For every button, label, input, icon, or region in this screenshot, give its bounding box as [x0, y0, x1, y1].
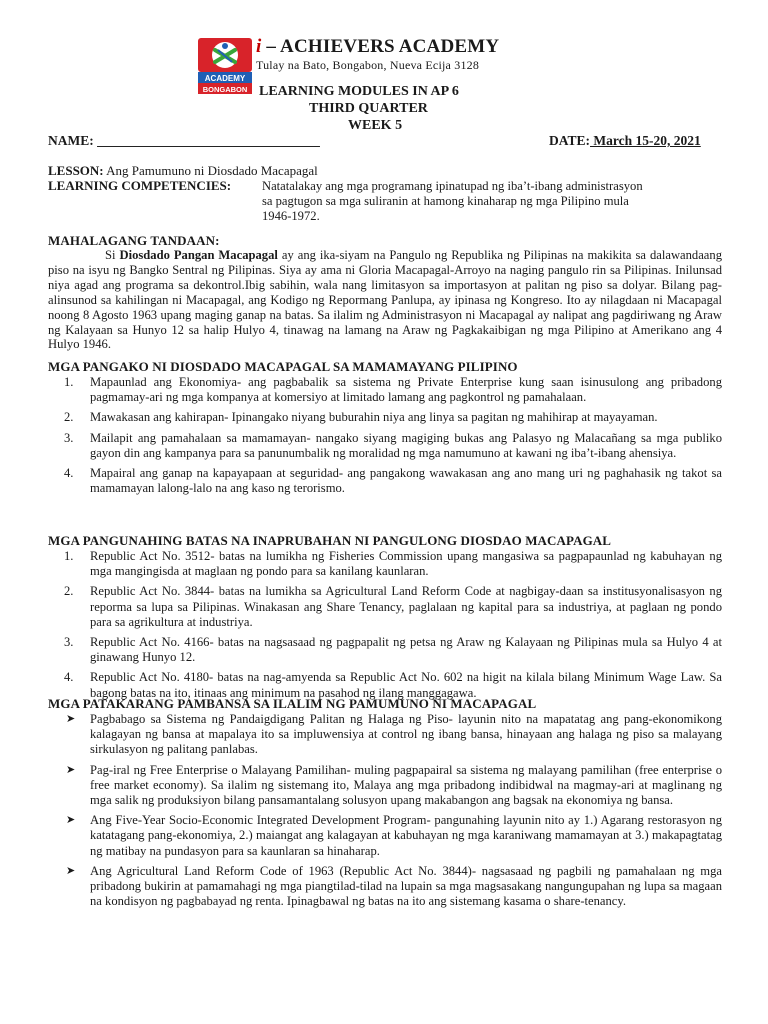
item-number: 4. [64, 670, 74, 685]
arrow-bullet-icon: ➤ [66, 814, 76, 827]
tandaan-body: ay ang ika-siyam na Pangulo ng Republika ng Pilipinas na makikita sa dalawandaang piso na isyu ng Bangko Sentral ng Pilipinas. Siya ay ama ni Gloria Macapagal-Arroyo na naging pangulo rin sa Pilipinas. Inilunsad niya agad ang programa sa dekontrol.Ibig sabihin, wala nang limitasyon sa importasyon at palitan ng piso sa dolyar. Bilang pag-alinsunod sa kahilingan ni Macapagal, ang Kodigo ng Repormang Panlupa, ay ipinasa ng Kongreso. Ito ay nilagdaan ni Macapagal noong 8 Agosto 1963 upang maging ganap na batas. Sa ilalim ng Administrasyon ni Macapagal ay nalipat ang pagdiriwang ng Araw ng Kalayaan sa Hunyo 12 sa halip Hulyo 4, tinawag na lamang na Araw ng Pagkakaibigan ng mga Pilipino at Amerikano ang 4 Hulyo 1946. [48, 248, 722, 352]
list-item [64, 431, 722, 461]
logo-text-bottom: BONGABON [202, 85, 248, 94]
item-text: Mailapit ang pamahalaan sa mamamayan- nangako siyang magiging bukas ang Palasyo ng Malacañang sa mga publiko gayon din ang kampanya para sa panunumbalik ng moralidad ng mga namumuno at kawani ng iba’t-ibang ahensiya. [90, 430, 722, 460]
pangako-heading: MGA PANGAKO NI DIOSDADO MACAPAGAL SA MAMAMAYANG PILIPINO [48, 359, 518, 374]
list-item [64, 466, 722, 496]
tandaan-lead: Si [105, 248, 120, 262]
item-text: Ang Five-Year Socio-Economic Integrated Development Program- pangunahing layunin nito ay 1.) Agarang restorasyon ng katatagang pang-ekonomiya, 2.) maiangat ang kalagayan at kabuhayan ng mga karaniwang mamamayan at 3.) makapagtatag ng matibay na pundasyon para sa kaunlaran sa hinaharap. [90, 813, 722, 858]
tandaan-bold-name: Diosdado Pangan Macapagal [119, 248, 278, 262]
name-field-label: NAME: _________________________________ [48, 133, 320, 148]
item-number: 3. [64, 635, 74, 650]
patakaran-heading: MGA PATAKARANG PAMBANSA SA ILALIM NG PAMUMUNO NI MACAPAGAL [48, 696, 537, 711]
pangako-list [64, 375, 722, 501]
list-item [64, 584, 722, 630]
item-text: Mapairal ang ganap na kapayapaan at seguridad- ang pangakong wawakasan ang ano mang uri ng paghahasik ng takot sa mamamayan lalong-lalo na ang kaso ng terorismo. [90, 466, 722, 496]
quarter-title: THIRD QUARTER [309, 101, 428, 116]
patakaran-list [64, 712, 722, 914]
item-number: 3. [64, 430, 74, 445]
item-text: Republic Act No. 3844- batas na lumikha sa Agricultural Land Reform Code at nagbigay-daan sa institusyonalisasyon ng reporma sa lupa sa Pilipinas. Winakasan ang Share Tenancy, paglalaan ng kapital para sa industriya, at paglaan ng pondo para sa agrikultura at industriya. [90, 584, 722, 629]
tandaan-paragraph [48, 248, 722, 352]
arrow-bullet-icon: ➤ [66, 864, 76, 877]
item-text: Ang Agricultural Land Reform Code of 1963 (Republic Act No. 3844)- nagsasaad ng pagbili ng pamahalaan ng mga pribadong bukirin at pamamahagi ng mga piangtilad-tilad na lupain sa mga magsasakang nangungupahan ng lupa sa magaan na kondisyon ng pagbabayad ng renta. Ipinagbawal ng batas na ito ang sistemang kasama o share-tenancy. [90, 863, 722, 909]
school-address: Tulay na Bato, Bongabon, Nueva Ecija 3128 [256, 58, 480, 72]
list-item [64, 375, 722, 405]
item-text: Republic Act No. 3512- batas na lumikha ng Fisheries Commission upang mangasiwa sa pagpapaunlad ng kabuhayan ng mga mangingisda at maglaan ng pondo para sa kanilang kaunlaran. [90, 549, 722, 579]
list-item [64, 813, 722, 859]
school-name [256, 36, 499, 58]
item-text: Mapaunlad ang Ekonomiya- ang pagbabalik sa sistema ng Private Enterprise kung saan isinusulong ang pribadong pagmamay-ari ng mga kompanya at komersiyo at limitado lamang ang pagkontrol ng pamahalaan. [90, 375, 722, 405]
tandaan-heading: MAHALAGANG TANDAAN: [48, 233, 220, 248]
competency-line: 1946-1972. [262, 209, 320, 223]
arrow-bullet-icon: ➤ [66, 713, 76, 725]
item-text: Republic Act No. 4180- batas na nag-amyenda sa Republic Act No. 602 na higit na kilala bilang Minimum Wage Law. Sa bagong batas na ito, itinaas ang minimum na pasahod ng ilang manggagawa. [90, 670, 722, 700]
list-item [64, 763, 722, 809]
batas-heading: MGA PANGUNAHING BATAS NA INAPRUBAHAN NI PANGULONG DIOSDAO MACAPAGAL [48, 533, 612, 548]
logo-text-top: ACADEMY [204, 74, 246, 83]
item-number: 4. [64, 466, 74, 481]
date-field [549, 133, 701, 149]
date-value: March 15-20, 2021 [590, 133, 701, 148]
list-item [64, 549, 722, 579]
arrow-bullet-icon: ➤ [66, 763, 76, 776]
item-text: Pag-iral ng Free Enterprise o Malayang Pamilihan- muling pagpapairal sa sistema ng malayang pamilihan (free enterprise o free market economy). Sa ilalim ng sistemang ito, Malaya ang mga pribadong indibidwal na magmay-ari at maglinang ng mga salik ng produksiyon bilang pansamantalang solusyon upang makabangon ang bagsak na ekonomiya ng bansa. [90, 762, 722, 808]
module-title: LEARNING MODULES IN AP 6 [259, 84, 459, 99]
batas-list [64, 549, 722, 706]
item-number: 1. [64, 549, 74, 563]
date-label: DATE: [549, 133, 591, 148]
lesson-value: Ang Pamumuno ni Diosdado Macapagal [103, 163, 318, 178]
item-number: 1. [64, 375, 74, 389]
competencies-label: LEARNING COMPETENCIES: [48, 178, 232, 193]
lesson-line [48, 163, 318, 179]
academy-logo [196, 36, 254, 96]
competency-line: sa pagtugon sa mga suliranin at hamong kinaharap ng mga Pilipino mula [262, 194, 629, 208]
list-item [64, 712, 722, 758]
list-item [64, 635, 722, 665]
item-number: 2. [64, 410, 74, 425]
item-number: 2. [64, 584, 74, 599]
list-item [64, 864, 722, 910]
lesson-label: LESSON: [48, 163, 104, 178]
list-item [64, 410, 722, 425]
item-text: Republic Act No. 4166- batas na nagsasaad ng pagpapalit ng petsa ng Araw ng Kalayaan ng Pilipinas mula sa Hulyo 4 at ginawang Hunyo 12. [90, 635, 722, 665]
school-name-i: i [256, 36, 262, 57]
item-text: Pagbabago sa Sistema ng Pandaigdigang Palitan ng Halaga ng Piso- layunin nito na mapatatag ang pang-ekonomikong kalagayan ng bansa at mapalaya ito sa impluwensiya at control ng ibang bansa, hinayaan ang halaga ng piso sa malayang sirkulasyon ng palitang panlabas. [90, 712, 722, 757]
competency-line: Natatalakay ang mga programang ipinatupad ng iba’t-ibang administrasyon [262, 179, 643, 193]
week-title: WEEK 5 [348, 118, 403, 133]
school-name-rest: – ACHIEVERS ACADEMY [261, 36, 500, 57]
item-text: Mawakasan ang kahirapan- Ipinangako niyang buburahin niya ang linya sa pagitan ng mahihirap at mayayaman. [90, 410, 658, 425]
